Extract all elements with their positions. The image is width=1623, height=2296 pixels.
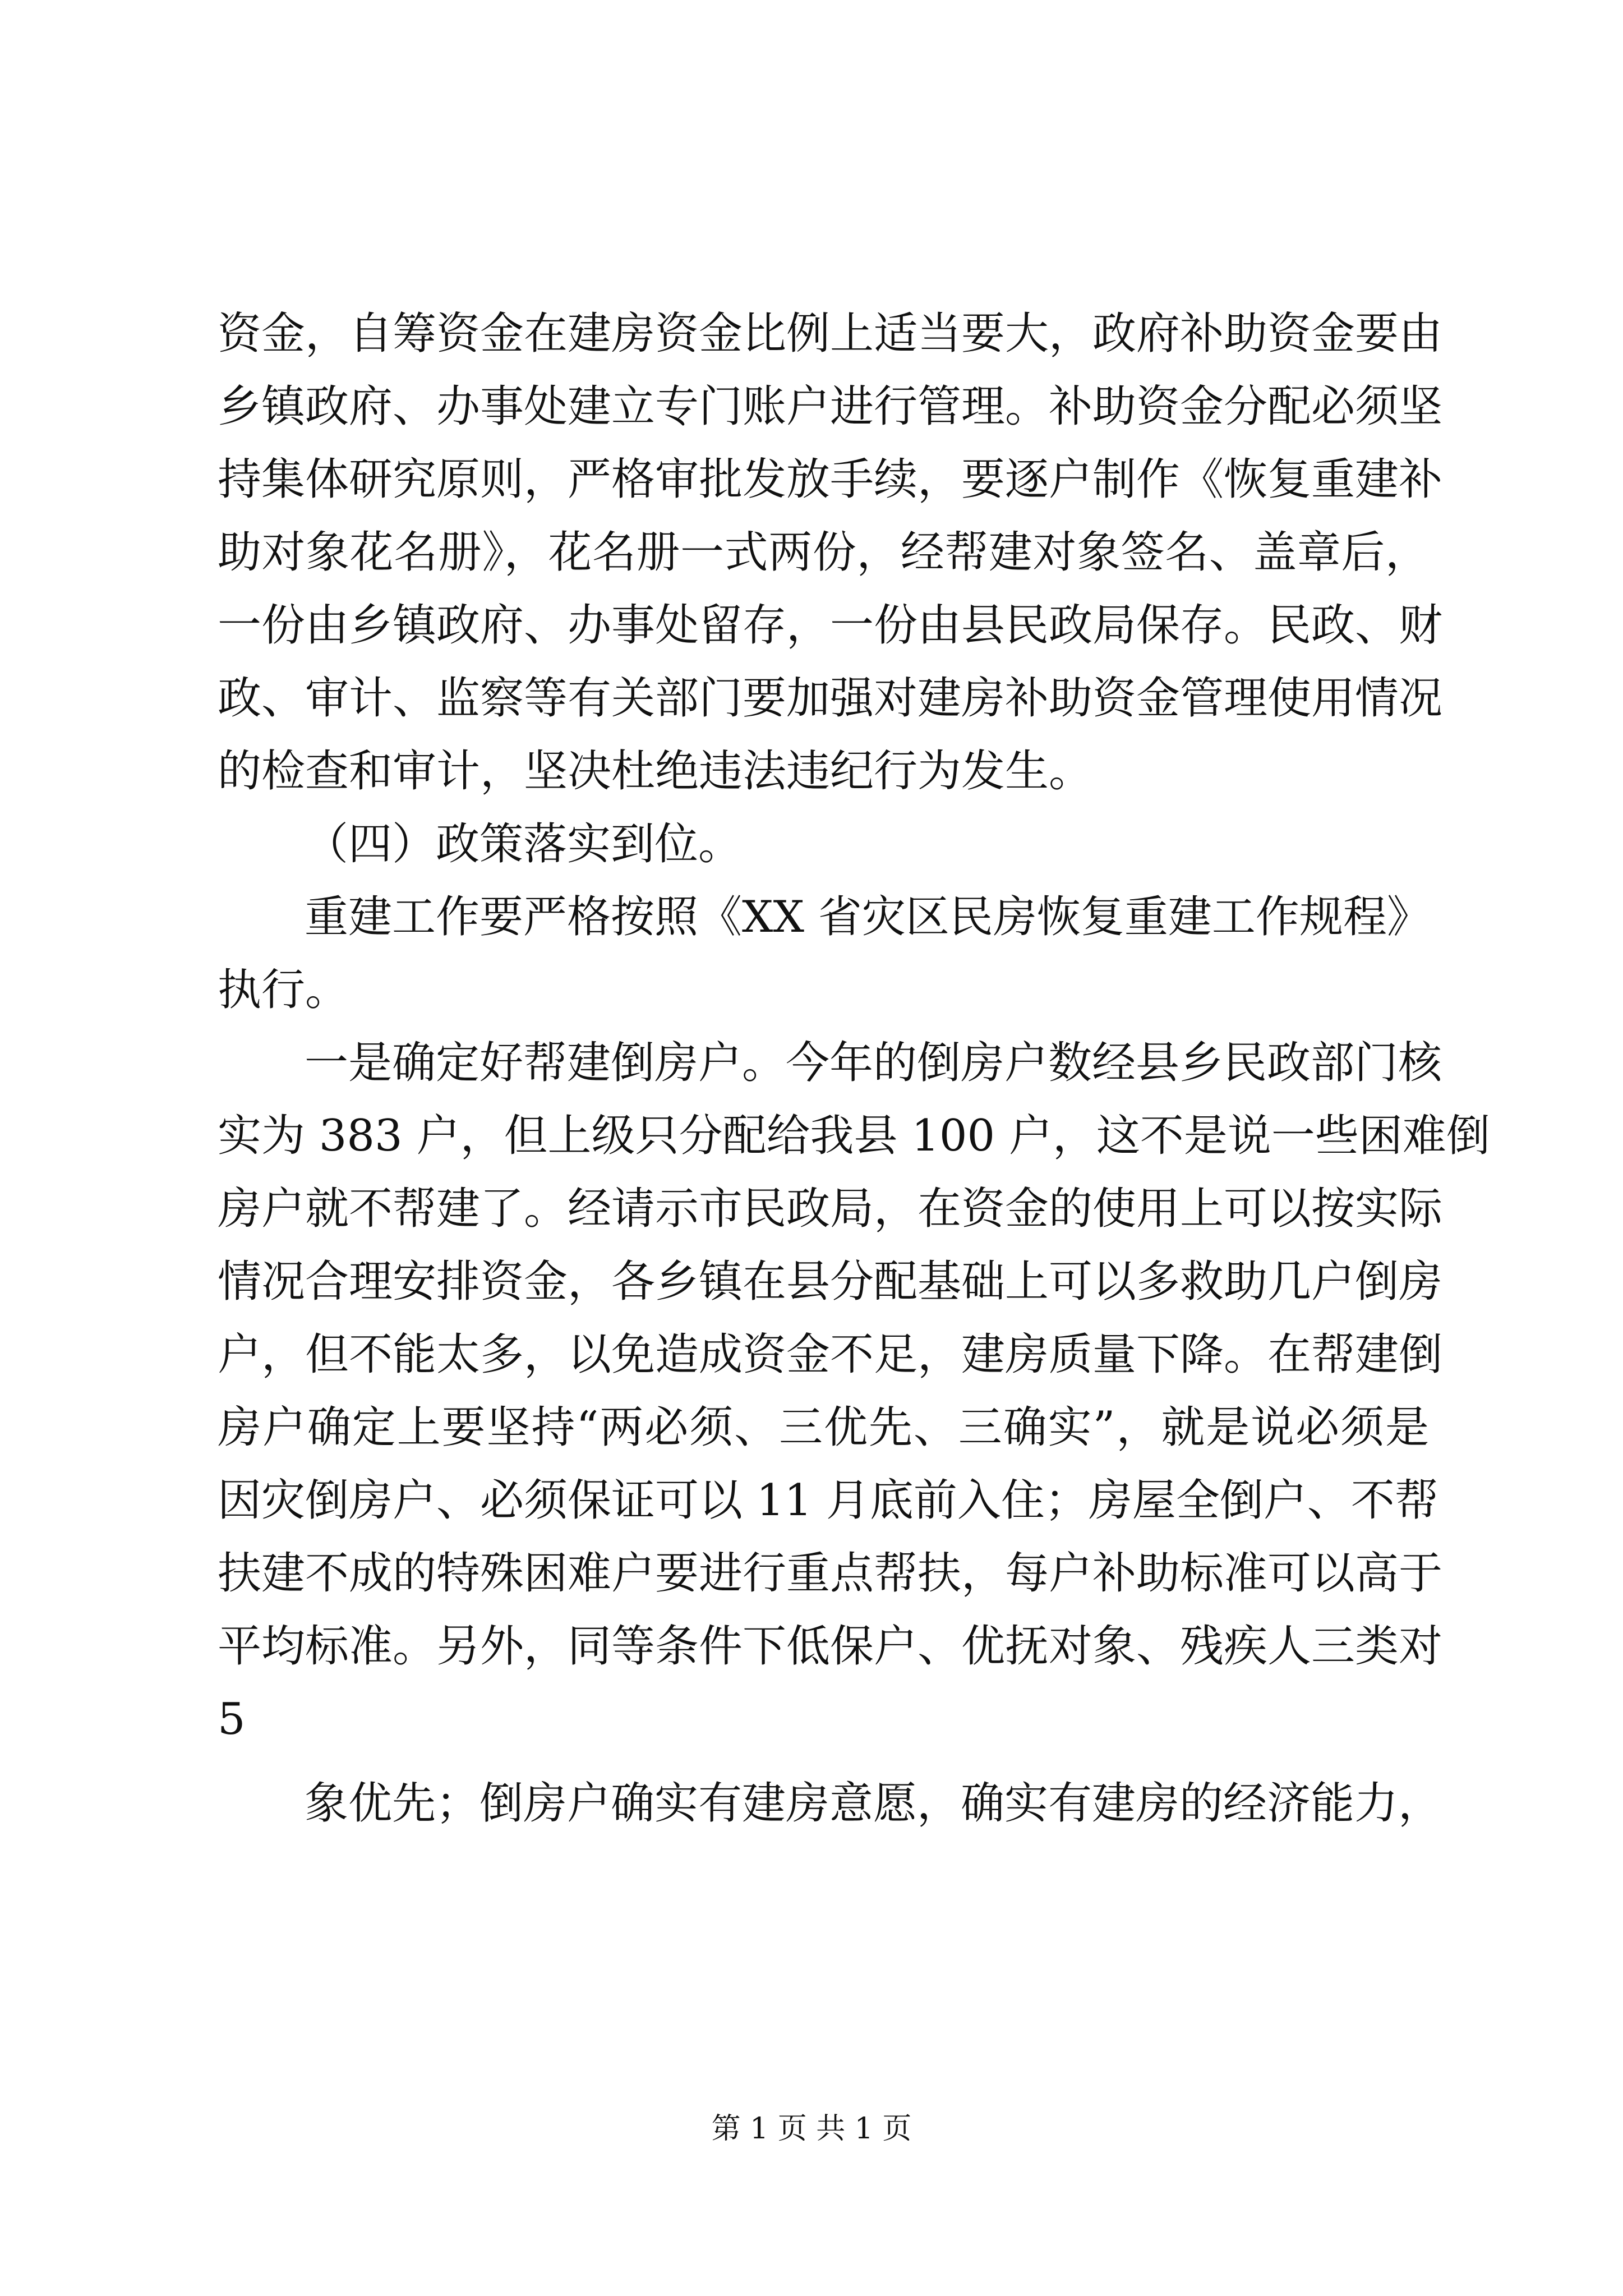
text-line-6: 政、审计、监察等有关部门要加强对建房补助资金管理使用情况 <box>218 673 1443 724</box>
text-line-14: 情况合理安排资金，各乡镇在县分配基础上可以多救助几户倒房 <box>218 1257 1443 1307</box>
text-line-21: 象优先；倒房户确实有建房意愿，确实有建房的经济能力， <box>305 1778 1442 1829</box>
text-line-13: 房户就不帮建了。经请示市民政局，在资金的使用上可以按实际 <box>218 1184 1443 1234</box>
text-line-9: 重建工作要严格按照《XX 省灾区民房恢复重建工作规程》 <box>305 892 1431 942</box>
text-line-7: 的检查和审计，坚决杜绝违法违纪行为发生。 <box>218 746 1093 797</box>
text-line-5: 一份由乡镇政府、办事处留存，一份由县民政局保存。民政、财 <box>218 600 1443 651</box>
text-line-11: 一是确定好帮建倒房户。今年的倒房户数经县乡民政部门核 <box>305 1038 1442 1088</box>
text-line-2: 乡镇政府、办事处建立专门账户进行管理。补助资金分配必须坚 <box>218 381 1443 432</box>
inline-page-number: 5 <box>218 1694 246 1745</box>
text-line-12: 实为 383 户，但上级只分配给我县 100 户，这不是说一些困难倒 <box>218 1111 1490 1161</box>
text-line-19: 平均标准。另外，同等条件下低保户、优抚对象、残疾人三类对 <box>218 1621 1443 1672</box>
page-footer: 第 1 页 共 1 页 <box>711 2112 912 2146</box>
section-heading: （四）政策落实到位。 <box>305 819 743 869</box>
text-line-18: 扶建不成的特殊困难户要进行重点帮扶，每户补助标准可以高于 <box>218 1548 1443 1599</box>
text-line-17: 因灾倒房户、必须保证可以 11 月底前入住；房屋全倒户、不帮 <box>218 1475 1438 1526</box>
text-line-10: 执行。 <box>218 965 349 1015</box>
text-line-16: 房户确定上要坚持“两必须、三优先、三确实”，就是说必须是 <box>218 1402 1429 1453</box>
text-line-3: 持集体研究原则，严格审批发放手续，要逐户制作《恢复重建补 <box>218 454 1443 505</box>
text-line-1: 资金，自筹资金在建房资金比例上适当要大，政府补助资金要由 <box>218 309 1443 359</box>
text-line-15: 户，但不能太多，以免造成资金不足，建房质量下降。在帮建倒 <box>218 1329 1443 1380</box>
text-line-4: 助对象花名册》，花名册一式两份，经帮建对象签名、盖章后， <box>218 527 1429 578</box>
